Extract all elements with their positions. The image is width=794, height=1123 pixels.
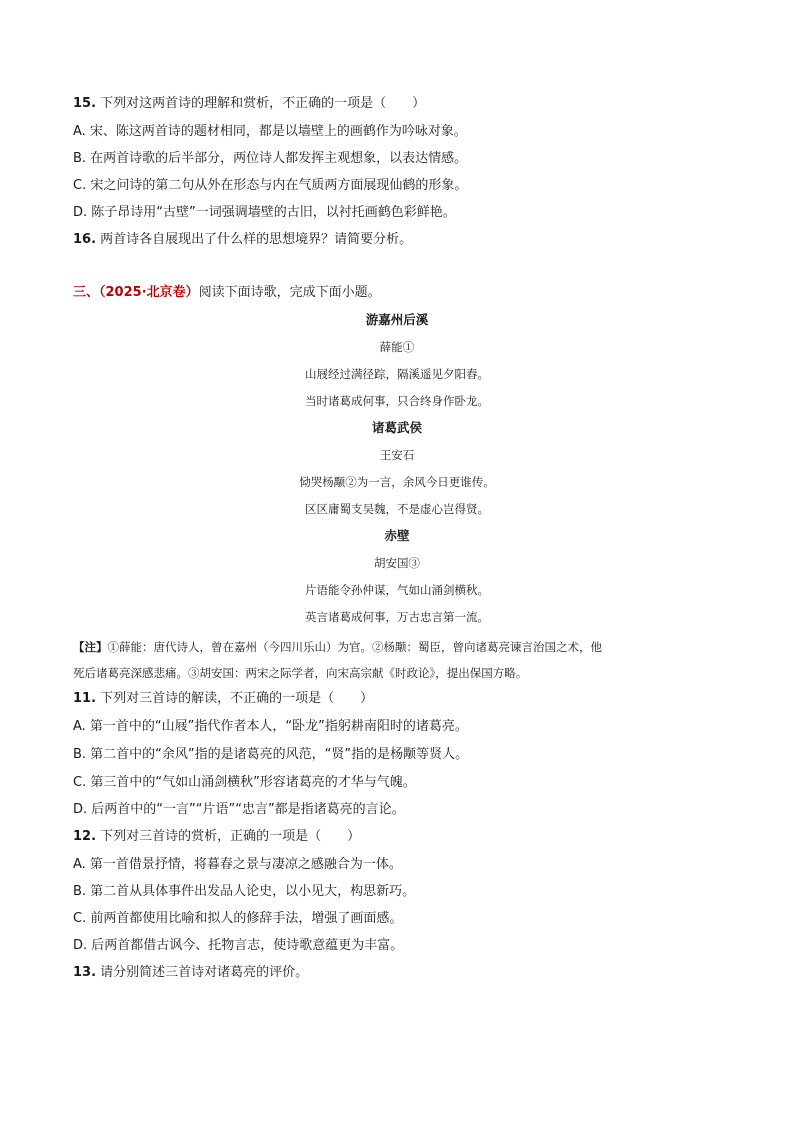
option-d: D. 后两首中的“一言”“片语”“忠言”都是指诸葛亮的言论。	[73, 802, 405, 817]
section-heading	[73, 284, 734, 302]
question-13	[73, 964, 734, 982]
question-11	[73, 690, 734, 708]
option-c: C. 前两首都使用比喻和拟人的修辞手法，增强了画面感。	[73, 911, 403, 926]
question-16	[73, 231, 734, 249]
question-12	[73, 828, 734, 846]
question-number: 12.	[73, 829, 97, 844]
question-stem: 请分别简述三首诗对诸葛亮的评价。	[100, 965, 309, 980]
annotation-text: ①薛能：唐代诗人，曾在嘉州（今四川乐山）为官。②杨颙：蜀臣，曾向诸葛亮谏言治国之术，他	[107, 640, 602, 654]
poem-line: 当时诸葛成何事，只合终身作卧龙。	[305, 394, 489, 408]
option-c: C. 第三首中的“气如山涌剑横秋”形容诸葛亮的才华与气魄。	[73, 775, 416, 790]
option-d: D. 陈子昂诗用“古壁”一词强调墙壁的古旧，以衬托画鹤色彩鲜艳。	[73, 205, 456, 220]
poem-author: 胡安国③	[374, 556, 420, 570]
question-stem: 下列对三首诗的赏析，正确的一项是（ ）	[100, 829, 361, 844]
poem-title: 游嘉州后溪	[365, 312, 429, 327]
option-a: A. 宋、陈这两首诗的题材相同，都是以墙壁上的画鹤作为吟咏对象。	[73, 124, 467, 139]
section-number: 三、	[73, 285, 100, 300]
poem-line: 区区庸蜀支吴魏，不是虚心岂得贤。	[305, 502, 489, 516]
question-number: 11.	[73, 691, 97, 706]
section-source: （2025·北京卷）	[99, 285, 199, 300]
annotation-label: 【注】	[73, 640, 108, 654]
annotation-line-2: 死后诸葛亮深感悲痛。③胡安国：两宋之际学者，向宋高宗献《时政论》，提出保国方略。	[73, 666, 528, 680]
poem-title: 诸葛武侯	[371, 420, 422, 435]
question-15	[73, 95, 734, 113]
poem-author: 薛能①	[379, 340, 415, 354]
option-a: A. 第一首中的“山屐”指代作者本人，“卧龙”指躬耕南阳时的诸葛亮。	[73, 719, 468, 734]
option-d: D. 后两首都借古讽今、托物言志，使诗歌意蕴更为丰富。	[73, 938, 404, 953]
poem-line: 恸哭杨颙②为一言，余风今日更谁传。	[299, 475, 495, 489]
option-b: B. 在两首诗歌的后半部分，两位诗人都发挥主观想象，以表达情感。	[73, 151, 468, 166]
question-stem: 下列对三首诗的解读，不正确的一项是（ ）	[100, 691, 374, 706]
question-number: 15.	[73, 96, 97, 111]
annotation-line-1	[73, 639, 734, 655]
section-instruction: 阅读下面诗歌，完成下面小题。	[198, 285, 381, 300]
question-stem: 下列对这两首诗的理解和赏析，不正确的一项是（ ）	[100, 96, 426, 111]
question-stem: 两首诗各自展现出了什么样的思想境界？请简要分析。	[100, 232, 413, 247]
option-b: B. 第二首中的“余风”指的是诸葛亮的风范，“贤”指的是杨颙等贤人。	[73, 747, 469, 762]
question-number: 13.	[73, 965, 97, 980]
poem-author: 王安石	[379, 448, 415, 462]
poem-line: 英言诸葛成何事，万古忠言第一流。	[305, 610, 489, 624]
option-c: C. 宋之问诗的第二句从外在形态与内在气质两方面展现仙鹤的形象。	[73, 178, 468, 193]
option-a: A. 第一首借景抒情，将暮春之景与凄凉之感融合为一体。	[73, 857, 402, 872]
poem-line: 片语能令孙仲谋，气如山涌剑横秋。	[305, 583, 489, 597]
question-number: 16.	[73, 232, 97, 247]
poem-title: 赤壁	[384, 528, 410, 543]
poem-line: 山屐经过满径踪，隔溪遥见夕阳舂。	[305, 367, 489, 381]
option-b: B. 第二首从具体事件出发品人论史，以小见大，构思新巧。	[73, 884, 416, 899]
